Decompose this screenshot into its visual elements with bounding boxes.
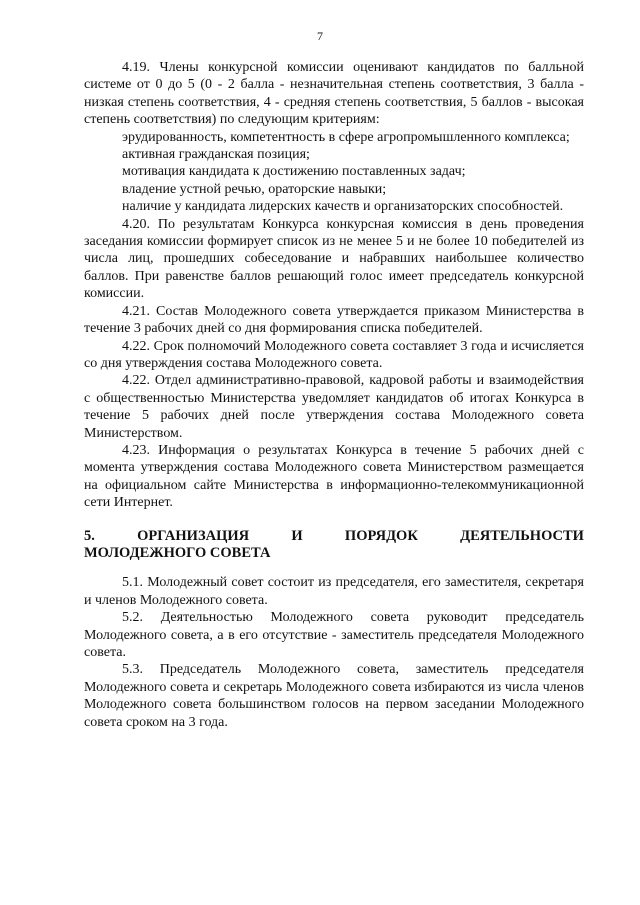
- section-number: 5.: [84, 527, 95, 544]
- criterion-motivation: мотивация кандидата к достижению поставленных задач;: [122, 164, 466, 180]
- clause-4-19: 4.19. Члены конкурсной комиссии оценивают кандидатов по балльной системе от 0 до 5 (0 - 2 балла - незначительная степень соответствия, 3 балла - низкая степень соответствия, 4 - средняя степень соответствия, 5 баллов - высокая степень соответствия) по следующим критериям:: [84, 60, 584, 128]
- section-title-word: ДЕЯТЕЛЬНОСТИ: [460, 527, 584, 544]
- section-title-word: И: [291, 527, 303, 544]
- clause-5-2: 5.2. Деятельностью Молодежного совета руководит председатель Молодежного совета, а в его отсутствие - заместитель председателя Молодежного совета.: [84, 610, 584, 660]
- clause-4-20: 4.20. По результатам Конкурса конкурсная комиссия в день проведения заседания комиссии формирует список из не менее 5 и не более 10 победителей из числа лиц, прошедших собеседование и набравших наибольшее количество баллов. При равенстве баллов решающий голос имеет председатель конкурсной комиссии.: [84, 216, 584, 302]
- clause-5-1: 5.1. Молодежный совет состоит из председателя, его заместителя, секретаря и членов Молодежного совета.: [84, 575, 584, 608]
- clause-4-22-term: 4.22. Срок полномочий Молодежного совета составляет 3 года и исчисляется со дня утверждения состава Молодежного совета.: [84, 338, 584, 371]
- page-number: 7: [317, 29, 323, 43]
- clause-4-22-notification: 4.22. Отдел административно-правовой, кадровой работы и взаимодействия с общественностью Министерства уведомляет кандидатов об итогах Конкурса в течение 5 рабочих дней после утверждения состава Молодежного совета Министерством.: [84, 373, 584, 441]
- document-body: [84, 59, 584, 731]
- section-heading-line-2: МОЛОДЕЖНОГО СОВЕТА: [84, 544, 271, 561]
- criterion-oratory: владение устной речью, ораторские навыки;: [122, 181, 387, 197]
- section-5-heading: [84, 528, 584, 563]
- criterion-erudition: эрудированность, компетентность в сфере агропромышленного комплекса;: [122, 129, 570, 145]
- clause-5-3: 5.3. Председатель Молодежного совета, заместитель председателя Молодежного совета и секретарь Молодежного совета избираются из числа членов Молодежного совета большинством голосов на первом заседании Молодежного совета сроком на 3 года.: [84, 662, 584, 730]
- section-title-word: ОРГАНИЗАЦИЯ: [137, 527, 250, 544]
- criterion-civic-position: активная гражданская позиция;: [122, 147, 310, 163]
- clause-4-21: 4.21. Состав Молодежного совета утверждается приказом Министерства в течение 3 рабочих дней со дня формирования списка победителей.: [84, 303, 584, 337]
- section-heading-line-1: [84, 528, 584, 545]
- clause-4-23: 4.23. Информация о результатах Конкурса в течение 5 рабочих дней с момента утверждения состава Молодежного совета Министерством размещается на официальном сайте Министерства в информационно-телекоммуникационной сети Интернет.: [84, 442, 584, 511]
- criterion-leadership: наличие у кандидата лидерских качеств и организаторских способностей.: [122, 199, 564, 215]
- section-title-word: ПОРЯДОК: [344, 527, 418, 544]
